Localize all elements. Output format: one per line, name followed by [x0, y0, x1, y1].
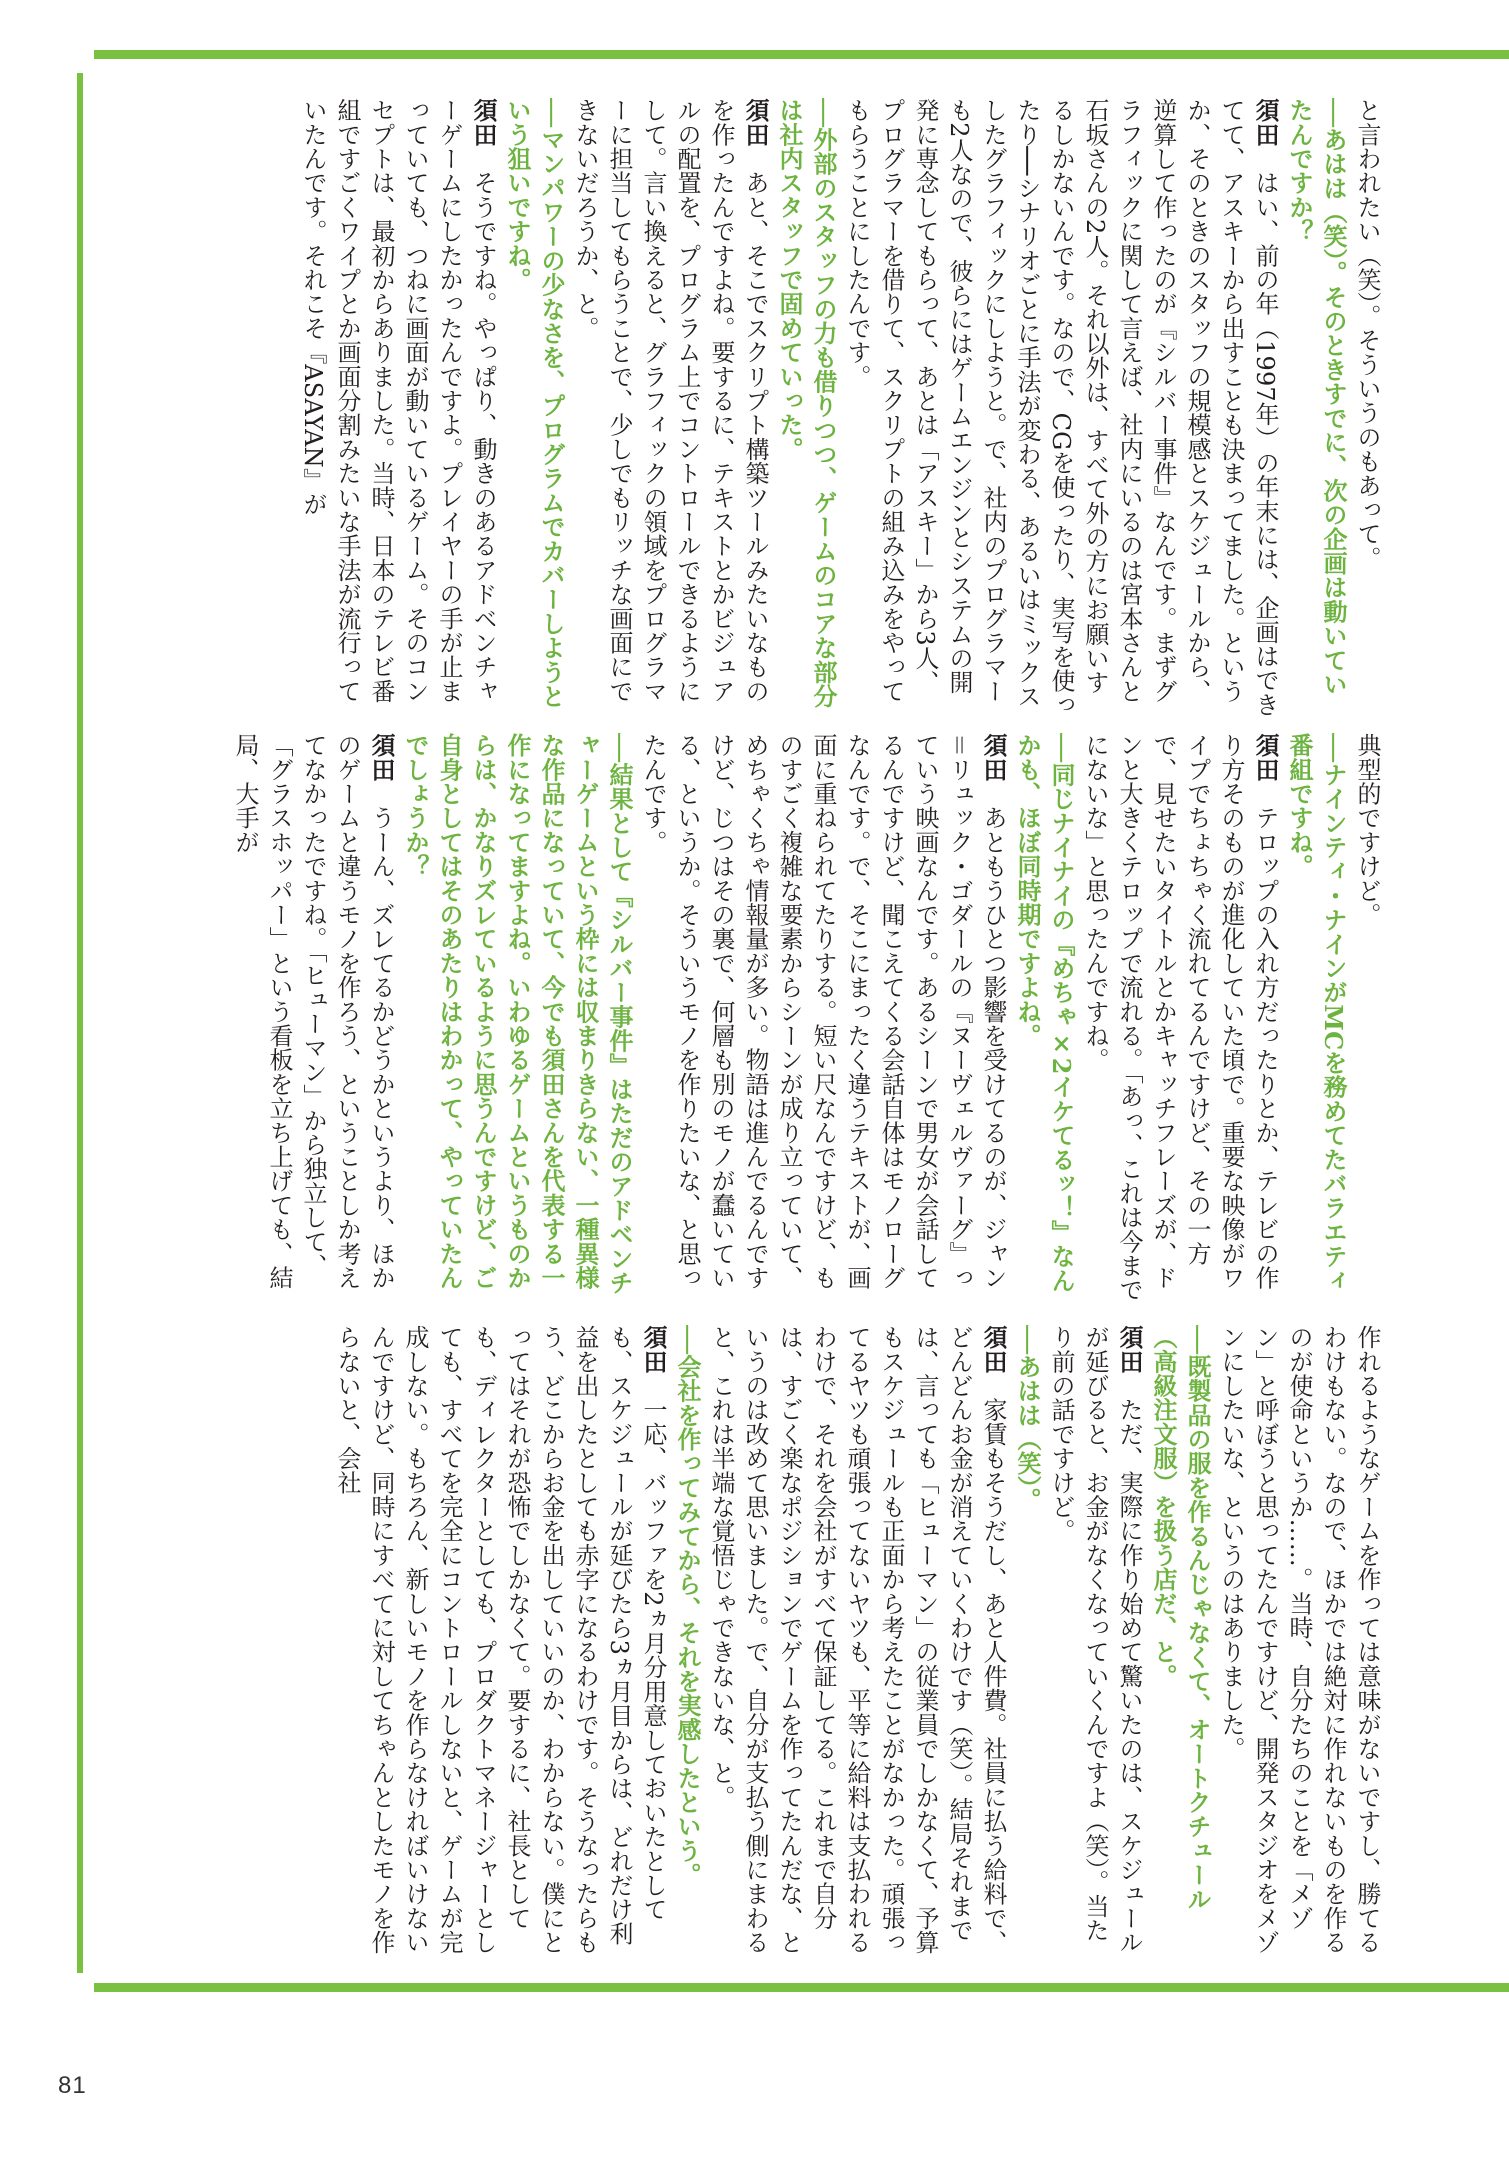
paragraph-text: そうですね。やっぱり、動きのあるアドベンチャーゲームにしたかったんですよ。プレイヤーの手が止まっていても、つねに画面が動いているゲーム。そのコンセプトは、最初からありました。当時、日本のテレビ番組ですごくワイプとか画面分割みたいな手法が流行っていたんです。それこそ『ASAYAN』が — [299, 98, 497, 704]
speaker-name: 須田 — [1251, 733, 1279, 782]
answer-paragraph — [1350, 98, 1384, 718]
interviewer-question — [398, 733, 636, 1313]
interviewer-question — [670, 1325, 704, 1955]
paragraph-text: 家賃もそうだし、あと人件費。社員に払う給料で、どんどんお金が消えていくわけです（笑）。結局それまでは、言っても「ヒューマン」の従業員でしかなくて、予算もスケジュールも正面から考えたことがなかった。頑張ってるヤツも頑張ってないヤツも、平等に給料は支払われるわけで、それを会社がすべて保証してる。これまで自分は、すごく楽なポジションでゲームを作ってたんだな、というのは改めて思いました。で、自分が支払う側にまわると、これは半端な覚悟じゃできないな、と。 — [707, 1325, 1007, 1955]
paragraph-text: あと、そこでスクリプト構築ツールみたいなものを作ったんですよね。要するに、テキストとかビジュアルの配置を、プログラム上でコントロールできるようにして。言い換えると、グラフィックの領域をプログラマーに担当してもらうことで、少しでもリッチな画面にできないだろうか、と。 — [571, 98, 769, 704]
paragraph-text: ──あはは（笑）。そのときすでに、次の企画は動いていたんですか？ — [1285, 98, 1348, 697]
answer-paragraph — [1350, 733, 1384, 1313]
bottom-green-rule — [94, 1983, 1509, 1992]
text-block-middle — [134, 733, 1384, 1313]
answer-paragraph — [636, 733, 1010, 1313]
answer-paragraph — [330, 1325, 670, 1955]
answer-paragraph — [1078, 733, 1282, 1313]
paragraph-text: ──既製品の服を作るんじゃなくて、オートクチュール（高級注文服）を扱う店だ、と。 — [1149, 1325, 1212, 1911]
paragraph-text: テロップの入れ方だったりとか、テレビの作り方そのものが進化していた頃で。重要な映像がワイプでちょちゃく流れてるんですけど、その一方で、見せたいタイトルとかキャッチフレーズが、ドンと大きくテロップで流れる。「あっ、これは今までにないな」と思ったんですね。 — [1081, 733, 1279, 1302]
text-block-bottom — [134, 1325, 1384, 1955]
interviewer-question — [1010, 1325, 1044, 1955]
paragraph-text: ──マンパワーの少なさを、プログラムでカバーしようという狙いですね。 — [503, 98, 566, 709]
paragraph-text: ──結果として『シルバー事件』はただのアドベンチャーゲームという枠には収まりきらない、一種異様な作品になっていて、今でも須田さんを代表する一作になってますよね。いわゆるゲームというものからは、かなりズレているように思うんですけど、ご自身としてはそのあたりはわかって、やっていたんでしょうか？ — [401, 733, 634, 1295]
speaker-name: 須田 — [469, 98, 497, 147]
interviewer-question — [1146, 1325, 1214, 1955]
paragraph-text: ──会社を作ってみてから、それを実感したという。 — [673, 1325, 702, 1887]
paragraph-text: と言われたい（笑）。そういうのもあって。 — [1353, 98, 1381, 570]
page-number: 81 — [58, 2072, 87, 2099]
speaker-name: 須田 — [979, 733, 1007, 782]
speaker-name: 須田 — [367, 733, 395, 782]
answer-paragraph — [228, 733, 398, 1313]
paragraph-text: ただ、実際に作り始めて驚いたのは、スケジュールが延びると、お金がなくなっていくんですよ（笑）。当たり前の話ですけど。 — [1047, 1325, 1143, 1955]
paragraph-text: 作れるようなゲームを作っては意味がないですし、勝てるわけもない。なので、ほかでは絶対に作れないものを作るのが使命というか……。当時、自分たちのことを「メゾン」と呼ぼうと思ってたんですけど、開発スタジオをメゾンにしたいな、というのはありました。 — [1217, 1325, 1381, 1955]
answer-paragraph — [1214, 1325, 1384, 1955]
paragraph-text: ──ナインティ・ナインがMCを務めてたバラエティ番組ですね。 — [1285, 733, 1348, 1293]
top-green-rule — [94, 50, 1509, 59]
interviewer-question — [500, 98, 568, 718]
paragraph-text: ──同じナイナイの『めちゃ×2イケてるッ！』なんかも、ほぼ同時期ですよね。 — [1013, 733, 1076, 1293]
answer-paragraph — [568, 98, 772, 718]
answer-paragraph — [704, 1325, 1010, 1955]
paragraph-text: ──あはは（笑）。 — [1013, 1325, 1042, 1512]
speaker-name: 須田 — [741, 98, 769, 147]
answer-paragraph — [1044, 1325, 1146, 1955]
interviewer-question — [1010, 733, 1078, 1313]
interviewer-question — [1282, 733, 1350, 1313]
speaker-name: 須田 — [1251, 98, 1279, 147]
paragraph-text: はい、前の年（1997年）の年末には、企画はできてて、アスキーから出すことも決まってました。というか、そのときのスタッフの規模感とスケジュールから、逆算して作ったのが『シルバー事件』なんです。まずグラフィックに関して言えば、社内にいるのは宮本さんと石坂さんの2人。それ以外は、すべて外の方にお願いするしかないんです。なので、CGを使ったり、実写を使ったり──シナリオごとに手法が変わる、あるいはミックスしたグラフィックにしようと。で、社内のプログラマーも2人なので、彼らにはゲームエンジンとシステムの開発に専念してもらって、あとは「アスキー」から3人、プログラマーを借りて、スクリプトの組み込みをやってもらうことにしたんです。 — [843, 98, 1279, 717]
speaker-name: 須田 — [979, 1325, 1007, 1374]
paragraph-text: あともうひとつ影響を受けてるのが、ジャン＝リュック・ゴダールの『ヌーヴェルヴァーグ』っていう映画なんです。あるシーンで男女が会話してるんですけど、聞こえてくる会話自体はモノローグなんです。で、そこにまったく違うテキストが、画面に重ねられてたりする。短い尺なんですけど、ものすごく複雑な要素からシーンが成り立っていて、めちゃくちゃ情報量が多い。物語は進んでるんですけど、じつはその裏で、何層も別のモノが蠢いている、というか。そういうモノを作りたいな、と思ったんです。 — [639, 733, 1007, 1290]
interviewer-question — [772, 98, 840, 718]
answer-paragraph — [296, 98, 500, 718]
answer-paragraph — [840, 98, 1282, 718]
left-green-rule — [77, 73, 83, 1973]
paragraph-text: ──外部のスタッフの力も借りつつ、ゲームのコアな部分は社内スタッフで固めていった。 — [775, 98, 838, 709]
paragraph-text: 一応、バッファを2ヵ月分用意しておいたとしても、スケジュールが延びたら3ヵ月目からは、どれだけ利益を出したとしても赤字になるわけです。そうなったらもう、どこからお金を出していいのか、わからない。僕にとってはそれが恐怖でしかなくて。要するに、社長としても、ディレクターとしても、プロダクトマネージャーとしても、すべてを完全にコントロールしないと、ゲームが完成しない。もちろん、新しいモノを作らなければいけないんですけど、同時にすべてに対してちゃんとしたモノを作らないと、会社 — [333, 1325, 667, 1955]
interviewer-question — [1282, 98, 1350, 718]
paragraph-text: 典型的ですけど。 — [1353, 733, 1381, 927]
speaker-name: 須田 — [639, 1325, 667, 1374]
paragraph-text: うーん、ズレてるかどうかというより、ほかのゲームと違うモノを作ろう、ということしか考えてなかったですね。「ヒューマン」から独立して、「グラスホッパー」という看板を立ち上げても、結局、大手が — [231, 733, 395, 1290]
text-block-top — [134, 98, 1384, 718]
speaker-name: 須田 — [1115, 1325, 1143, 1374]
